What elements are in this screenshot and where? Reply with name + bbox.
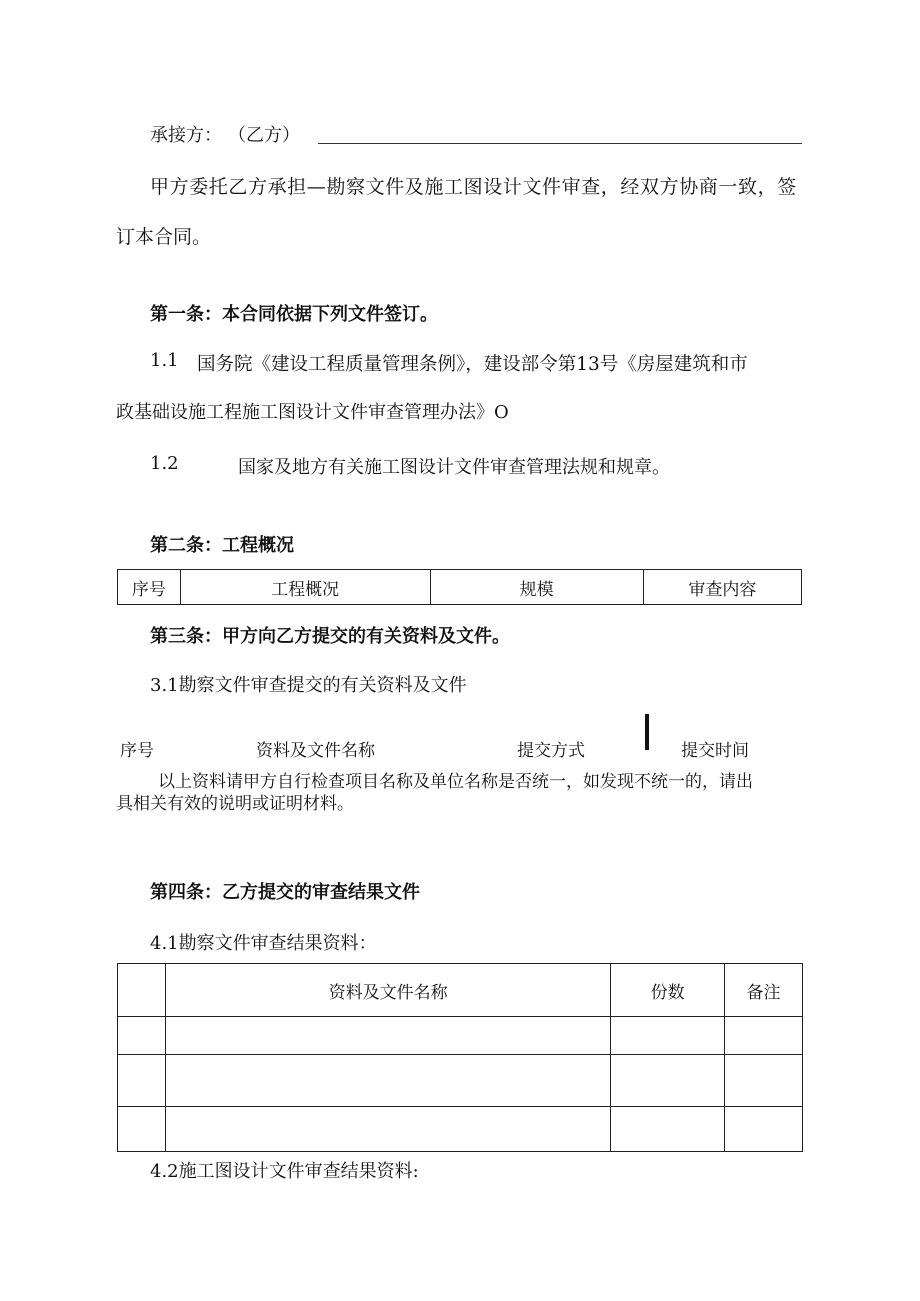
header-cell-copies: 份数 xyxy=(611,964,725,1017)
submission-header-time: 提交时间 xyxy=(681,741,749,761)
article-3-sub-1: 3.1勘察文件审查提交的有关资料及文件 xyxy=(150,675,467,696)
article-2-title: 第二条：工程概况 xyxy=(150,535,294,556)
article-3-title: 第三条：甲方向乙方提交的有关资料及文件。 xyxy=(150,626,510,647)
article-4-sub-1: 4.1勘察文件审查结果资料： xyxy=(150,933,377,954)
contractor-label: 承接方： xyxy=(150,125,222,146)
submission-header-method: 提交方式 xyxy=(517,741,585,761)
table-row xyxy=(118,1055,803,1107)
table-cell[interactable] xyxy=(611,1107,725,1152)
article-1-item-2-number: 1.2 xyxy=(150,453,179,474)
table-cell[interactable] xyxy=(118,1055,166,1107)
header-cell-blank xyxy=(118,964,166,1017)
table-cell[interactable] xyxy=(118,1107,166,1152)
header-cell-overview: 工程概况 xyxy=(180,570,430,605)
table-cell[interactable] xyxy=(725,1055,803,1107)
contractor-party: （乙方） xyxy=(228,125,300,146)
header-cell-review-content: 审查内容 xyxy=(643,570,801,605)
table-row xyxy=(118,1107,803,1152)
project-overview-table xyxy=(117,569,802,605)
article-1-item-1-line-1: 国务院《建设工程质量管理条例》，建设部令第13号《房屋建筑和市 xyxy=(197,354,748,375)
header-cell-index: 序号 xyxy=(118,570,181,605)
article-4-title: 第四条：乙方提交的审查结果文件 xyxy=(150,882,420,903)
intro-line-1: 甲方委托乙方承担—勘察文件及施工图设计文件审查，经双方协商一致，签 xyxy=(150,176,797,198)
article-3-note-line-1: 以上资料请甲方自行检查项目名称及单位名称是否统一，如发现不统一的，请出 xyxy=(158,772,753,792)
table-cell[interactable] xyxy=(118,1017,166,1055)
table-cell[interactable] xyxy=(725,1017,803,1055)
review-results-table xyxy=(117,963,803,1152)
submission-header-index: 序号 xyxy=(120,741,154,761)
header-cell-document-name: 资料及文件名称 xyxy=(165,964,610,1017)
table-cell[interactable] xyxy=(611,1055,725,1107)
intro-line-2: 订本合同。 xyxy=(116,226,212,248)
article-4-sub-2: 4.2施工图设计文件审查结果资料: xyxy=(150,1161,419,1182)
article-1-item-1-line-2: 政基础设施工程施工图设计文件审查管理办法》O xyxy=(116,402,509,423)
article-3-note-line-2: 具相关有效的说明或证明材料。 xyxy=(116,794,354,814)
contractor-signature-line xyxy=(318,143,802,144)
table-cell[interactable] xyxy=(165,1107,610,1152)
article-1-item-2-text: 国家及地方有关施工图设计文件审查管理法规和规章。 xyxy=(238,457,670,478)
submission-header-name: 资料及文件名称 xyxy=(256,741,375,761)
table-cell[interactable] xyxy=(165,1017,610,1055)
article-1-item-1-number: 1.1 xyxy=(150,350,179,371)
table-cell[interactable] xyxy=(165,1055,610,1107)
table-row xyxy=(118,1017,803,1055)
table-cell[interactable] xyxy=(725,1107,803,1152)
header-cell-remarks: 备注 xyxy=(725,964,803,1017)
column-divider xyxy=(645,714,649,750)
header-cell-scale: 规模 xyxy=(430,570,643,605)
table-row xyxy=(118,964,803,1017)
article-1-title: 第一条：本合同依据下列文件签订。 xyxy=(150,304,438,325)
table-cell[interactable] xyxy=(611,1017,725,1055)
table-row xyxy=(118,570,802,605)
